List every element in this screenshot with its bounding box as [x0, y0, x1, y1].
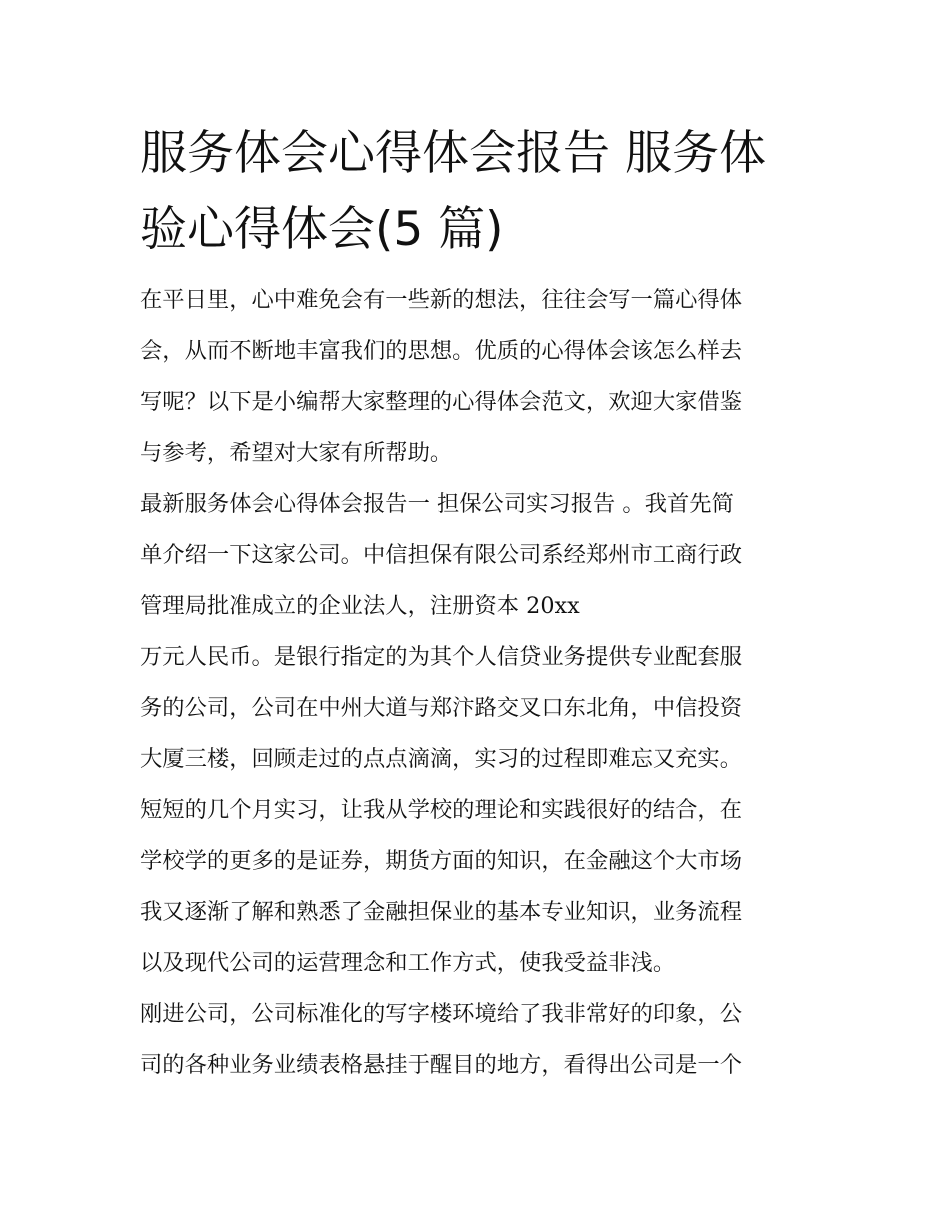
body-line: 大厦三楼，回顾走过的点点滴滴，实习的过程即难忘又充实。 — [140, 746, 743, 772]
body-line: 与参考，希望对大家有所帮助。 — [140, 440, 453, 466]
title-line: 验心得体会(5 篇) — [140, 202, 504, 257]
body-line: 以及现代公司的运营理念和工作方式，使我受益非浅。 — [140, 950, 676, 976]
body-line: 会，从而不断地丰富我们的思想。优质的心得体会该怎么样去 — [140, 338, 743, 364]
body-line: 司的各种业务业绩表格悬挂于醒目的地方，看得出公司是一个 — [140, 1052, 743, 1078]
body-line: 最新服务体会心得体会报告一 担保公司实习报告 。我首先简 — [140, 491, 734, 517]
body-line: 管理局批准成立的企业法人，注册资本 20xx — [140, 593, 580, 619]
document-body — [140, 275, 820, 1091]
body-line: 万元人民币。是银行指定的为其个人信贷业务提供专业配套服 — [140, 644, 743, 670]
body-line: 刚进公司，公司标准化的写字楼环境给了我非常好的印象，公 — [140, 1001, 743, 1027]
title-line: 服务体会心得体会报告 服务体 — [140, 126, 766, 181]
body-line: 单介绍一下这家公司。中信担保有限公司系经郑州市工商行政 — [140, 542, 743, 568]
body-line: 我又逐渐了解和熟悉了金融担保业的基本专业知识，业务流程 — [140, 899, 743, 925]
body-line: 在平日里，心中难免会有一些新的想法，往往会写一篇心得体 — [140, 287, 743, 313]
body-line: 短短的几个月实习，让我从学校的理论和实践很好的结合，在 — [140, 797, 743, 823]
body-line: 写呢？以下是小编帮大家整理的心得体会范文，欢迎大家借鉴 — [140, 389, 743, 415]
document-title — [140, 116, 820, 268]
body-line: 学校学的更多的是证券，期货方面的知识，在金融这个大市场 — [140, 848, 743, 874]
body-line: 务的公司，公司在中州大道与郑汴路交叉口东北角，中信投资 — [140, 695, 743, 721]
